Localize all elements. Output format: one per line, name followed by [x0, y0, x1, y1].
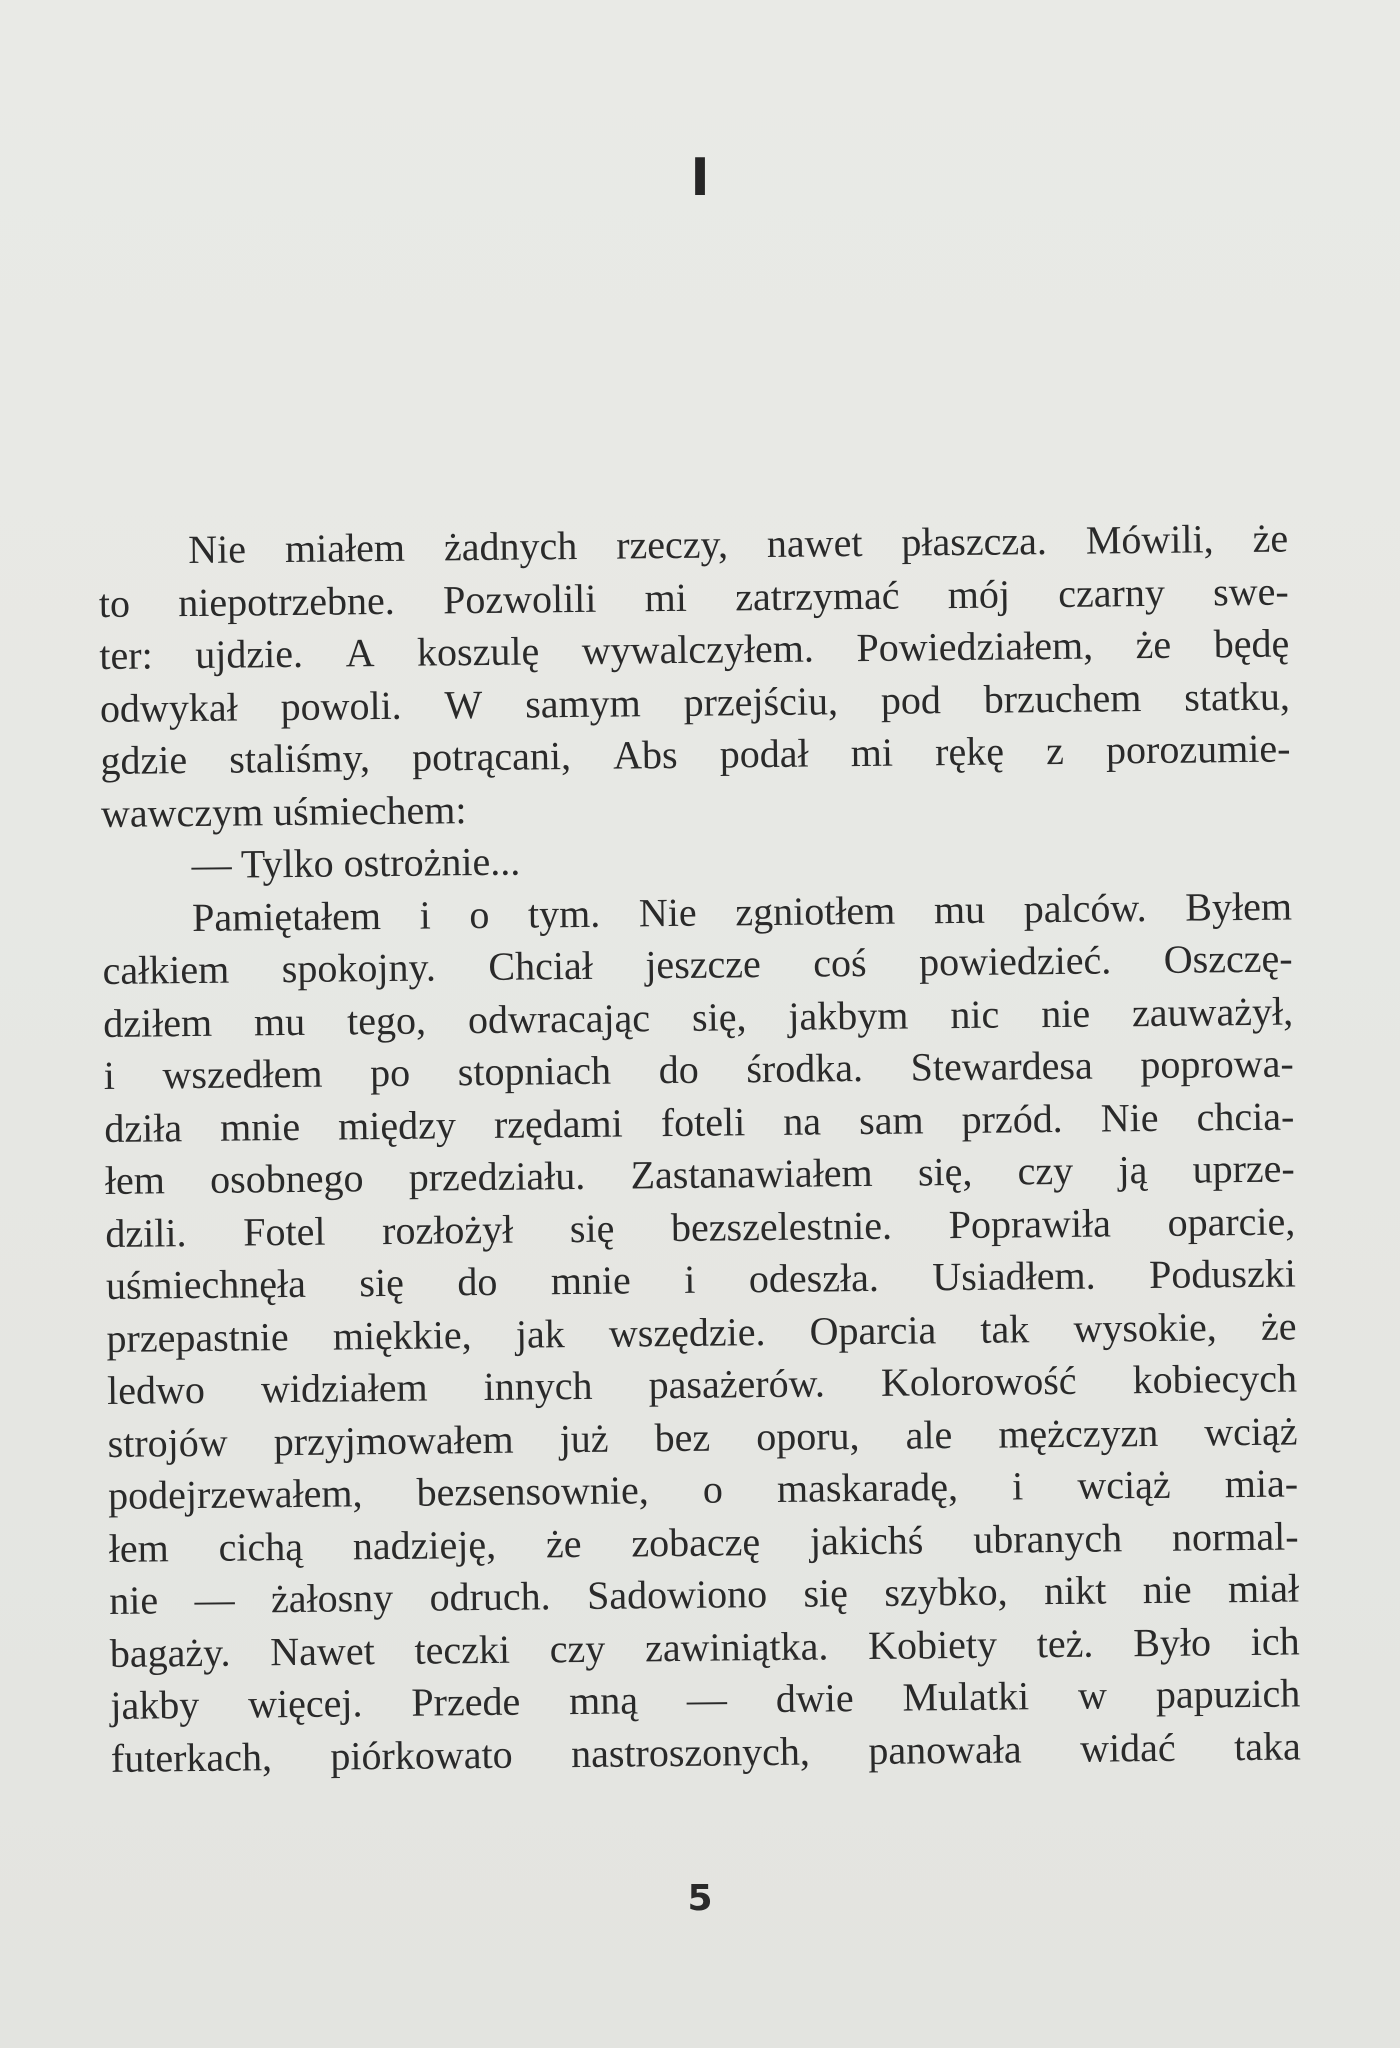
word: wciąż: [1204, 1407, 1298, 1454]
word: mój: [947, 570, 1011, 617]
word: jakby: [110, 1682, 200, 1728]
word: brzuchem: [983, 674, 1142, 722]
line-text: — Tylko ostrożnie...: [191, 838, 521, 888]
word: normal-: [1171, 1512, 1299, 1560]
word: czy: [549, 1625, 606, 1671]
word: Usiadłem.: [932, 1252, 1096, 1300]
word: zawiniątka.: [644, 1622, 829, 1670]
word: uprze-: [1192, 1145, 1295, 1192]
word: maskaradę,: [776, 1464, 959, 1511]
word: mnie: [550, 1257, 632, 1304]
word: zatrzymać: [734, 572, 900, 619]
word: swe-: [1212, 568, 1289, 614]
word: chcia-: [1196, 1093, 1295, 1140]
word: foteli: [660, 1098, 746, 1145]
word: nastroszonych,: [570, 1728, 811, 1776]
body-text: [98, 513, 1301, 1785]
word: rzeczy,: [615, 521, 729, 568]
word: między: [337, 1101, 457, 1149]
word: Oparcia: [809, 1306, 937, 1354]
word: odwykał: [99, 684, 238, 731]
word: wszędzie.: [608, 1308, 766, 1356]
word: w: [1077, 1672, 1108, 1718]
word: to: [98, 580, 131, 626]
word: cichą: [218, 1523, 304, 1570]
word: Poduszki: [1148, 1250, 1297, 1298]
word: tym.: [527, 890, 601, 937]
word: miękkie,: [332, 1311, 472, 1359]
word: się: [569, 1205, 615, 1251]
word: koszulę: [416, 628, 540, 675]
word: futerkach,: [110, 1733, 273, 1781]
word: mi: [850, 729, 894, 776]
word: odwracając: [467, 994, 651, 1042]
word: ale: [905, 1411, 953, 1458]
word: że: [1252, 515, 1289, 561]
word: miał: [1227, 1565, 1300, 1612]
word: odruch.: [429, 1573, 551, 1620]
word: Pozwolili: [442, 575, 597, 622]
word: dziła: [104, 1104, 183, 1151]
word: Przede: [411, 1678, 521, 1725]
word: i: [684, 1256, 696, 1302]
word: niepotrzebne.: [177, 577, 396, 625]
word: przejściu,: [683, 677, 839, 725]
word: czy: [1017, 1147, 1074, 1194]
word: ujdzie.: [195, 630, 304, 677]
word: gdzie: [100, 737, 188, 783]
word: widziałem: [260, 1364, 428, 1412]
word: Nie: [638, 889, 697, 935]
word: statku,: [1184, 673, 1291, 720]
word: kobiecych: [1132, 1355, 1298, 1403]
word: nikt: [1043, 1567, 1107, 1614]
page-number: 5: [687, 1878, 713, 1919]
word: łem: [108, 1524, 169, 1571]
word: odeszła.: [748, 1254, 880, 1302]
word: innych: [483, 1362, 593, 1410]
word: Nie: [1100, 1094, 1159, 1141]
word: Mówili,: [1085, 516, 1214, 563]
word: nic: [950, 991, 1000, 1037]
word: poprowa-: [1140, 1040, 1294, 1088]
word: panowała: [868, 1725, 1022, 1773]
word: Chciał: [488, 942, 594, 989]
word: szybko,: [884, 1568, 1008, 1615]
word: z: [1045, 727, 1065, 774]
word: oporu,: [755, 1412, 860, 1459]
word: i: [1011, 1463, 1024, 1509]
word: że: [1260, 1302, 1297, 1349]
word: wywalczyłem.: [581, 625, 815, 673]
word: się,: [691, 993, 747, 1040]
word: staliśmy,: [229, 735, 371, 782]
word: Zastanawiałem: [630, 1149, 873, 1198]
word: nadzieję,: [352, 1521, 497, 1568]
word: się,: [917, 1148, 973, 1195]
word: taka: [1233, 1722, 1302, 1769]
word: Byłem: [1185, 883, 1293, 930]
word: i: [103, 1052, 116, 1098]
word: czarny: [1058, 569, 1166, 616]
word: jakbym: [788, 992, 909, 1039]
chapter-number: I: [690, 148, 710, 208]
word: przedziału.: [408, 1152, 586, 1200]
word: bezszelestnie.: [670, 1202, 893, 1250]
word: miałem: [284, 524, 406, 572]
word: porozumie-: [1105, 725, 1291, 773]
word: mężczyzn: [998, 1409, 1159, 1457]
word: powiedzieć.: [918, 937, 1112, 985]
word: strojów: [107, 1419, 228, 1466]
word: coś: [813, 939, 867, 986]
word: Kobiety: [867, 1621, 998, 1668]
word: sam: [858, 1096, 924, 1143]
word: mnie: [219, 1103, 301, 1150]
word: całkiem: [102, 946, 230, 993]
word: ubranych: [972, 1514, 1123, 1562]
word: Było: [1132, 1618, 1212, 1665]
word: przód.: [961, 1095, 1063, 1142]
word: rozłożył: [381, 1206, 514, 1253]
word: i: [419, 892, 431, 938]
word: dzili.: [105, 1209, 187, 1256]
word: że: [1135, 621, 1172, 668]
word: Mulatki: [902, 1673, 1030, 1720]
word: ter:: [99, 632, 153, 678]
word: podejrzewałem,: [107, 1470, 363, 1518]
word: jak: [515, 1310, 565, 1357]
word: bez: [654, 1414, 711, 1460]
word: zgniotłem: [735, 887, 896, 934]
line-text: wawczym uśmiechem:: [100, 786, 467, 836]
word: ledwo: [106, 1366, 206, 1413]
word: W: [444, 681, 483, 727]
word: Nawet: [270, 1627, 375, 1674]
word: wszedłem: [162, 1050, 323, 1098]
word: tak: [980, 1305, 1030, 1352]
word: środka.: [746, 1045, 864, 1092]
word: bagaży.: [109, 1629, 231, 1676]
word: do: [457, 1258, 498, 1305]
word: potrącani,: [411, 733, 572, 780]
word: płaszcza.: [901, 518, 1048, 565]
word: jakichś: [809, 1516, 924, 1564]
word: o: [469, 891, 490, 937]
word: mną: [568, 1677, 639, 1724]
word: Sadowiono: [586, 1571, 768, 1618]
word: przyjmowałem: [273, 1416, 514, 1464]
word: już: [559, 1415, 609, 1461]
word: osobnego: [209, 1155, 364, 1202]
word: na: [783, 1097, 822, 1144]
word: Powiedziałem,: [856, 622, 1094, 671]
word: —: [194, 1576, 235, 1623]
word: zauważył,: [1131, 988, 1294, 1035]
word: spokojny.: [281, 944, 437, 992]
word: jeszcze: [645, 941, 761, 988]
word: teczki: [414, 1626, 511, 1673]
word: Stewardesa: [910, 1042, 1093, 1090]
word: więcej.: [247, 1680, 363, 1727]
word: mu: [933, 886, 986, 932]
word: pasażerów.: [648, 1360, 826, 1408]
word: A: [345, 630, 375, 676]
word: stopniach: [457, 1047, 612, 1095]
word: żadnych: [443, 522, 578, 570]
word: o: [702, 1466, 724, 1512]
word: Pamiętałem: [191, 892, 382, 940]
word: wciąż: [1077, 1461, 1171, 1508]
word: samym: [524, 679, 641, 727]
word: Kolorowość: [880, 1357, 1077, 1405]
word: żałosny: [270, 1574, 394, 1622]
word: ją: [1118, 1147, 1148, 1193]
word: —: [686, 1676, 728, 1722]
word: zobaczę: [631, 1518, 761, 1565]
word: uśmiechnęła: [105, 1260, 307, 1308]
word: się: [359, 1259, 405, 1306]
word: Poprawiła: [948, 1199, 1112, 1247]
word: podał: [719, 730, 809, 777]
word: się: [803, 1570, 849, 1616]
word: bezsensownie,: [416, 1467, 649, 1515]
word: Oszczę-: [1163, 935, 1293, 982]
word: przepastnie: [106, 1313, 289, 1361]
word: powoli.: [280, 682, 402, 729]
word: nawet: [766, 519, 863, 566]
word: nie: [109, 1577, 159, 1623]
word: nie: [1142, 1566, 1192, 1613]
word: po: [369, 1049, 411, 1096]
word: tego,: [346, 997, 427, 1043]
word: że: [545, 1520, 582, 1566]
word: mia-: [1224, 1460, 1299, 1507]
word: dwie: [775, 1675, 854, 1721]
word: do: [658, 1046, 699, 1093]
word: papuzich: [1155, 1670, 1301, 1717]
word: mu: [253, 998, 306, 1044]
word: mi: [644, 574, 688, 620]
word: piórkowato: [330, 1731, 513, 1779]
word: rzędami: [493, 1100, 623, 1147]
word: łem: [104, 1157, 166, 1203]
word: widać: [1079, 1724, 1176, 1771]
word: pod: [880, 676, 942, 723]
word: rękę: [934, 728, 1005, 775]
word: nie: [1040, 990, 1091, 1036]
word: będę: [1213, 620, 1290, 667]
word: wysokie,: [1073, 1303, 1217, 1351]
word: Abs: [612, 731, 678, 778]
word: też.: [1036, 1620, 1094, 1666]
word: dziłem: [102, 999, 213, 1046]
word: Fotel: [242, 1208, 326, 1255]
word: palców.: [1023, 884, 1147, 931]
word: Nie: [188, 526, 247, 573]
word: ich: [1250, 1617, 1300, 1664]
word: oparcie,: [1167, 1198, 1296, 1245]
